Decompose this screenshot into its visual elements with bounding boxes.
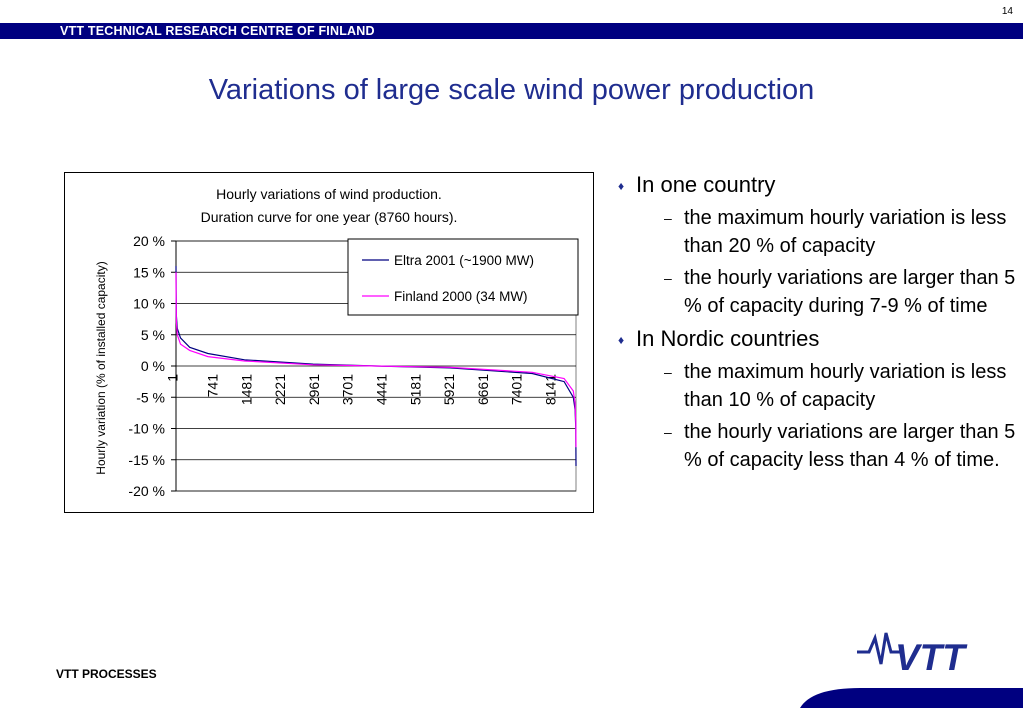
sub-bullet-1-2 — [618, 264, 1018, 320]
legend-label-eltra: Eltra 2001 (~1900 MW) — [394, 253, 534, 268]
sub-bullet-2-1-text: the maximum hourly variation is less than 10 % of capacity — [684, 361, 1007, 411]
y-tick-label: 0 % — [140, 358, 165, 374]
dash-icon: – — [664, 210, 672, 226]
x-tick-label: 741 — [204, 374, 221, 398]
x-tick-label: 5181 — [407, 374, 424, 406]
dash-icon: – — [664, 424, 672, 440]
sub-bullet-1-1-text: the maximum hourly variation is less than 20 % of capacity — [684, 207, 1007, 257]
header-bar — [0, 23, 1023, 39]
bullet-list — [618, 170, 1018, 478]
logo-text: VTT — [895, 637, 965, 675]
x-tick-label: 8141 — [542, 374, 559, 406]
diamond-icon: ♦ — [618, 333, 625, 347]
y-tick-label: 10 % — [133, 295, 165, 312]
y-tick-label: 15 % — [133, 264, 165, 281]
y-tick-label: -5 % — [136, 389, 165, 406]
slide-title: Variations of large scale wind power production — [208, 74, 815, 106]
y-tick-label: -10 % — [128, 420, 165, 437]
sub-bullet-1-1 — [618, 204, 1018, 260]
chart-svg — [65, 173, 595, 514]
y-tick-label: -20 % — [128, 483, 165, 499]
swoosh-shape — [800, 688, 1023, 708]
sub-bullet-1-2-text: the hourly variations are larger than 5 % of capacity during 7-9 % of time — [684, 267, 1016, 317]
sub-bullet-2-2 — [618, 418, 1018, 474]
bullet-1-text: In one country — [636, 172, 776, 197]
x-tick-label: 2961 — [305, 374, 322, 406]
chart-title-line-1: Hourly variations of wind production. — [216, 186, 442, 202]
org-name: VTT TECHNICAL RESEARCH CENTRE OF FINLAND — [60, 24, 375, 38]
x-tick-label: 6661 — [474, 374, 491, 406]
sub-bullet-2-1 — [618, 358, 1018, 414]
chart-title-line-2: Duration curve for one year (8760 hours). — [200, 209, 458, 225]
bullet-1 — [618, 170, 1018, 200]
x-tick-label: 4441 — [373, 374, 390, 406]
y-tick-label: -15 % — [128, 451, 165, 468]
diamond-icon: ♦ — [618, 179, 625, 193]
bullet-2 — [618, 324, 1018, 354]
corner-swoosh — [800, 686, 1023, 708]
bullet-2-text: In Nordic countries — [636, 326, 820, 351]
vtt-logo — [855, 630, 980, 675]
y-axis-label: Hourly variation (% of installed capacity) — [94, 261, 108, 475]
dash-icon: – — [664, 364, 672, 380]
page-number: 14 — [1001, 6, 1013, 17]
chart-frame — [64, 172, 594, 513]
x-tick-label: 1481 — [238, 374, 255, 406]
sub-bullet-2-2-text: the hourly variations are larger than 5 % of capacity less than 4 % of time. — [684, 421, 1016, 471]
x-tick-label: 2221 — [272, 374, 289, 406]
x-tick-label: 5921 — [441, 374, 458, 406]
x-tick-label: 7401 — [508, 374, 525, 406]
legend-label-finland: Finland 2000 (34 MW) — [394, 289, 528, 304]
footer-text: VTT PROCESSES — [56, 667, 157, 681]
legend — [348, 239, 578, 315]
y-tick-label: 5 % — [140, 326, 165, 343]
x-tick-label: 1 — [164, 374, 181, 382]
dash-icon: – — [664, 270, 672, 286]
y-tick-label: 20 % — [133, 233, 165, 249]
x-tick-label: 3701 — [339, 374, 356, 406]
